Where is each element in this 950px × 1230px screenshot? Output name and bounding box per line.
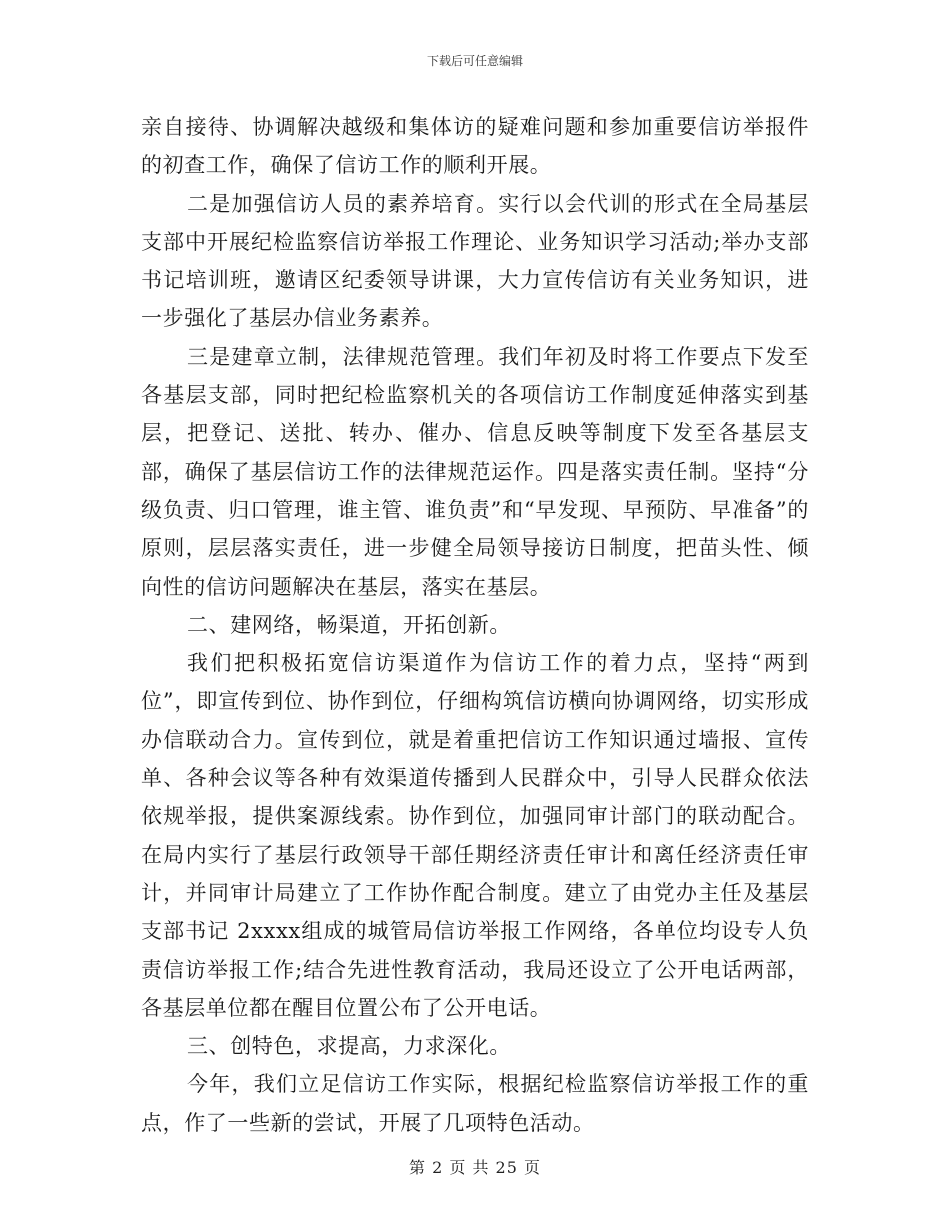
paragraph: 二是加强信访人员的素养培育。实行以会代训的形式在全局基层支部中开展纪检监察信访举报工作理论、业务知识学习活动;举办支部书记培训班，邀请区纪委领导讲课，大力宣传信访有关业务知识，进一步强化了基层办信业务素养。 [141,191,809,331]
page-number: 第 2 页 共 25 页 [409,1158,541,1177]
paragraph: 我们把积极拓宽信访渠道作为信访工作的着力点，坚持“两到位”，即宣传到位、协作到位，仔细构筑信访横向协调网络，切实形成办信联动合力。宣传到位，就是着重把信访工作知识通过墙报、宣传单、各种会议等各种有效渠道传播到人民群众中，引导人民群众依法依规举报，提供案源线索。协作到位，加强同审计部门的联动配合。在局内实行了基层行政领导干部任期经济责任审计和离任经济责任审计，并同审计局建立了工作协作配合制度。建立了由党办主任及基层支部书记 2xxxx组成的城管局信访举报工作网络，各单位均设专人负责信访举报工作;结合先进性教育活动，我局还设立了公开电话两部，各基层单位都在醒目位置公布了公开电话。 [141,651,809,1020]
section-heading: 三、创特色，求提高，力求深化。 [187,1034,511,1059]
paragraph: 今年，我们立足信访工作实际，根据纪检监察信访举报工作的重点，作了一些新的尝试，开展了几项特色活动。 [141,1072,809,1135]
section-heading: 二、建网络，畅渠道，开拓创新。 [187,612,511,637]
page-header-note: 下载后可任意编辑 [426,54,523,68]
paragraph: 亲自接待、协调解决越级和集体访的疑难问题和参加重要信访举报件的初查工作，确保了信访工作的顺利开展。 [141,115,809,178]
paragraph: 三是建章立制，法律规范管理。我们年初及时将工作要点下发至各基层支部，同时把纪检监察机关的各项信访工作制度延伸落实到基层，把登记、送批、转办、催办、信息反映等制度下发至各基层支部，确保了基层信访工作的法律规范运作。四是落实责任制。坚持“分级负责、归口管理，谁主管、谁负责”和“早发现、早预防、早准备”的原则，层层落实责任，进一步健全局领导接访日制度，把苗头性、倾向性的信访问题解决在基层，落实在基层。 [141,344,809,599]
document-body [141,108,809,1142]
